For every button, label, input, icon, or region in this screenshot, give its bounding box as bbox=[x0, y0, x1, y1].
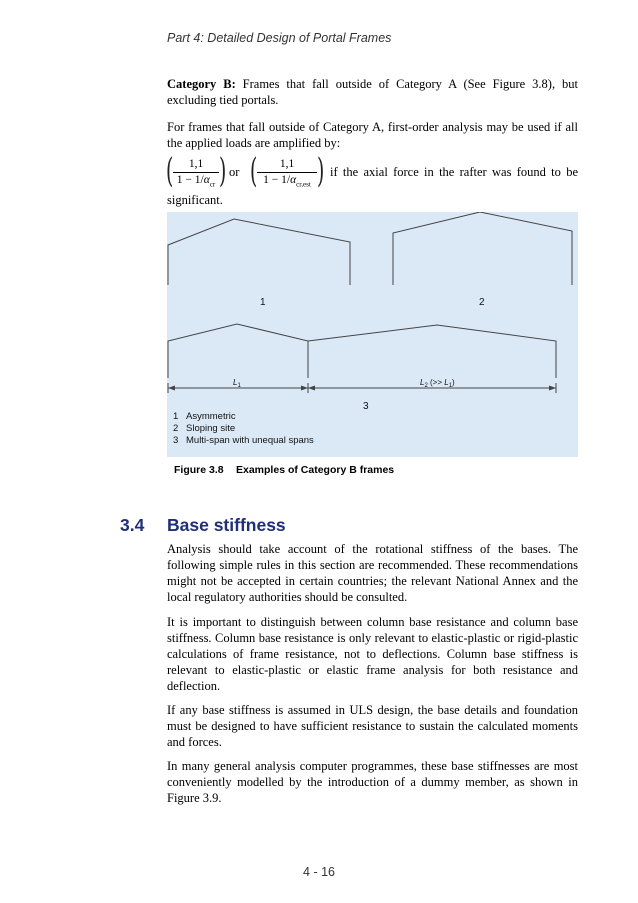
formula-tail: if the axial force in the rafter was found to be bbox=[330, 165, 578, 179]
page-number: 4 - 16 bbox=[303, 865, 335, 879]
legend-item: 2 Sloping site bbox=[173, 423, 236, 434]
amplification-paragraph: For frames that fall outside of Category A, first-order analysis may be used if all the applied loads are amplified by: bbox=[167, 120, 578, 150]
body-paragraph: Analysis should take account of the rotational stiffness of the bases. The following simple rules in this section are recommended. These recommendations might not be accepted in certain countries; the relevant National Annex and the local regulatory authorities should be consulted. bbox=[167, 542, 578, 604]
frame-1-asymmetric bbox=[168, 219, 350, 285]
frame-3-long-span bbox=[308, 325, 556, 378]
legend-item: 3 Multi-span with unequal spans bbox=[173, 435, 314, 446]
amplification-formula bbox=[165, 151, 578, 192]
body-paragraph: If any base stiffness is assumed in ULS design, the base details and foundation must be designed to have sufficient resistance to sustain the calculated moments and forces. bbox=[167, 703, 578, 749]
legend-item: 1 Asymmetric bbox=[173, 411, 236, 422]
figure-caption-text: Examples of Category B frames bbox=[236, 464, 395, 476]
figure-number: Figure 3.8 bbox=[174, 464, 224, 476]
left-paren: ( bbox=[249, 151, 258, 191]
frame-2-sloping-site bbox=[393, 212, 572, 285]
figure-3-8-panel bbox=[167, 212, 578, 457]
formula-fraction-2 bbox=[249, 151, 325, 192]
figure-legend bbox=[173, 411, 314, 447]
right-paren: ) bbox=[218, 151, 227, 191]
body-paragraph: It is important to distinguish between column base resistance and column base stiffness. Column base resistance is only relevant to elastic-plastic or rigid-plastic calculations of frame resistance, not to deflections. Column base stiffness is relevant to elastic-plastic or elastic frame analysis for both resistance and deflection. bbox=[167, 615, 578, 693]
frame-2-label: 2 bbox=[479, 297, 485, 308]
section-number: 3.4 bbox=[120, 515, 145, 535]
category-b-paragraph bbox=[167, 76, 578, 108]
category-b-label: Category B: bbox=[167, 77, 236, 91]
fraction-2-numerator: 1,1 bbox=[279, 158, 295, 170]
frame-3-short-span bbox=[168, 324, 308, 378]
running-head: Part 4: Detailed Design of Portal Frames bbox=[167, 31, 392, 45]
dimension-l1-label: $L_1$ bbox=[233, 378, 241, 389]
fraction-1-denominator: $1 - 1/\alpha_{cr}$ bbox=[176, 174, 216, 189]
fraction-1-numerator: 1,1 bbox=[188, 158, 204, 170]
formula-continuation: significant. bbox=[167, 193, 223, 207]
frame-1-label: 1 bbox=[260, 297, 266, 308]
dimension-l2-label: $L_2$ (>> $L_1$) bbox=[420, 378, 455, 389]
left-paren: ( bbox=[165, 151, 174, 191]
section-heading bbox=[120, 515, 286, 536]
frame-3-label: 3 bbox=[363, 401, 369, 412]
fraction-2-denominator: $1 - 1/\alpha_{cr,est}$ bbox=[263, 174, 311, 189]
formula-fraction-1 bbox=[165, 151, 227, 192]
body-paragraph: In many general analysis computer programmes, these base stiffnesses are most conveniently modelled by the introduction of a dummy member, as shown in Figure 3.9. bbox=[167, 759, 578, 805]
figure-caption bbox=[174, 464, 394, 476]
section-title: Base stiffness bbox=[167, 515, 286, 535]
right-paren: ) bbox=[316, 151, 325, 191]
formula-or: or bbox=[229, 165, 240, 179]
category-b-text: Frames that fall outside of Category A (See Figure 3.8), but excluding tied portals. bbox=[167, 77, 578, 107]
